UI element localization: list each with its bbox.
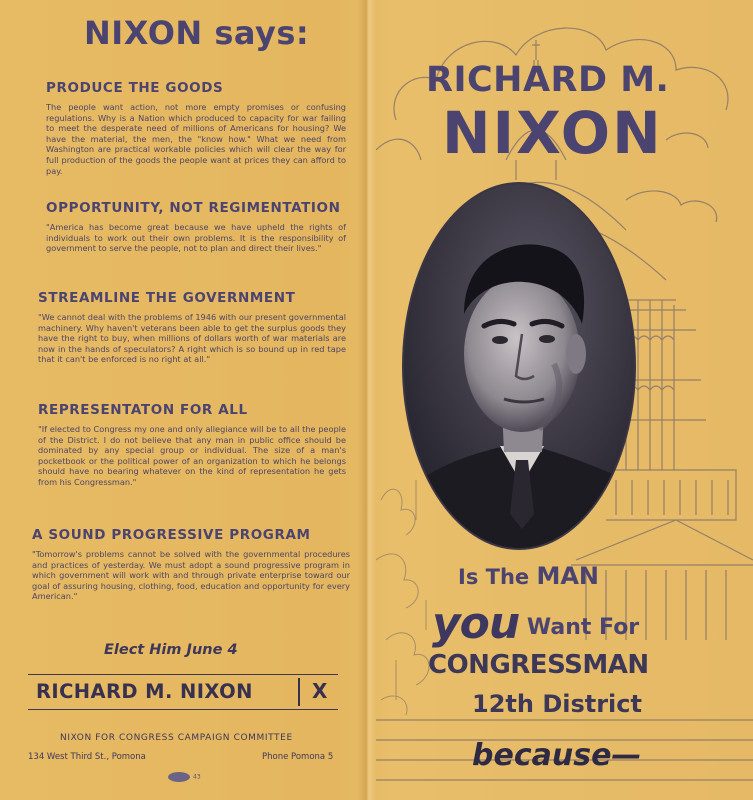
ballot-candidate-name: RICHARD M. NIXON: [36, 680, 253, 703]
tagline-because: because—: [472, 738, 642, 773]
tagline-line-2: [432, 598, 753, 649]
section-body: "America has become great because we have upheld the rights of individuals to work out their own problems. It is the responsibility of government to serve the people, not to plan and direct their lives.": [46, 222, 346, 254]
section-produce-goods: [46, 80, 346, 176]
portrait-illustration: [404, 184, 634, 548]
section-opportunity: [46, 200, 346, 254]
elect-date: Elect Him June 4: [104, 642, 238, 658]
section-streamline: [38, 290, 346, 365]
section-progressive-program: [32, 527, 350, 602]
committee-phone: Phone Pomona 5: [262, 752, 334, 762]
paper-fold: [358, 0, 376, 800]
section-representation: [38, 402, 346, 488]
union-bug: [168, 772, 201, 782]
tagline-line-1: [458, 562, 753, 590]
section-body: "Tomorrow's problems cannot be solved with the governmental procedures and practices of yesterday. We must adopt a sound progressive program in which government will work with and through private enterprise toward our goal of assuring housing, clothing, food, education and opportunity for every American.": [32, 549, 350, 602]
ballot-line: [28, 674, 338, 710]
tagline-is-the: Is The: [458, 565, 537, 589]
candidate-name-first: RICHARD M.: [426, 60, 670, 100]
section-heading: A SOUND PROGRESSIVE PROGRAM: [32, 527, 311, 543]
tagline-district: 12th District: [472, 690, 642, 718]
right-panel: [376, 0, 753, 800]
ballot-mark: X: [312, 679, 328, 703]
section-heading: REPRESENTATON FOR ALL: [38, 402, 248, 418]
section-heading: OPPORTUNITY, NOT REGIMENTATION: [46, 200, 341, 216]
tagline-congressman: CONGRESSMAN: [428, 650, 649, 680]
tagline-man: MAN: [536, 562, 599, 590]
section-heading: PRODUCE THE GOODS: [46, 80, 224, 96]
union-bug-number: 43: [193, 773, 201, 781]
ballot-divider: [298, 678, 300, 706]
committee-name: NIXON FOR CONGRESS CAMPAIGN COMMITTEE: [60, 733, 293, 743]
section-body: "We cannot deal with the problems of 1946 with our present governmental machinery. Why haven't veterans been able to get the surplus goods they have the right to buy, when millions of dollars worth of war materials are now in the hands of speculators? A right which is so bound up in red tape that it can't be enforced is no right at all.": [38, 312, 346, 365]
section-heading: STREAMLINE THE GOVERNMENT: [38, 290, 296, 306]
candidate-portrait: [404, 184, 634, 548]
headline: NIXON says:: [84, 14, 310, 52]
union-bug-icon: [168, 772, 190, 782]
candidate-name-last: NIXON: [442, 99, 663, 167]
tagline-you: you: [432, 598, 520, 649]
left-panel: [0, 0, 360, 800]
tagline-want-for: Want For: [519, 615, 640, 640]
section-body: The people want action, not more empty promises or confusing regulations. Why is a Nation which produced to capacity for war failing to meet the desperate need of millions of Americans for housing? We have the material, the men, the "know how." What we need from Washington are practical workable policies which will clear the way for full production of the goods the people want at prices they can afford to pay.: [46, 102, 346, 176]
committee-address: 134 West Third St., Pomona: [28, 752, 146, 762]
section-body: "If elected to Congress my one and only allegiance will be to all the people of the District. I do not believe that any man in public office should be dominated by any special group or individual. The size of a man's pocketbook or the political power of an organization to which he belongs should have no bearing whatever on the kind of representation he gets from his Congressman.": [38, 424, 346, 487]
